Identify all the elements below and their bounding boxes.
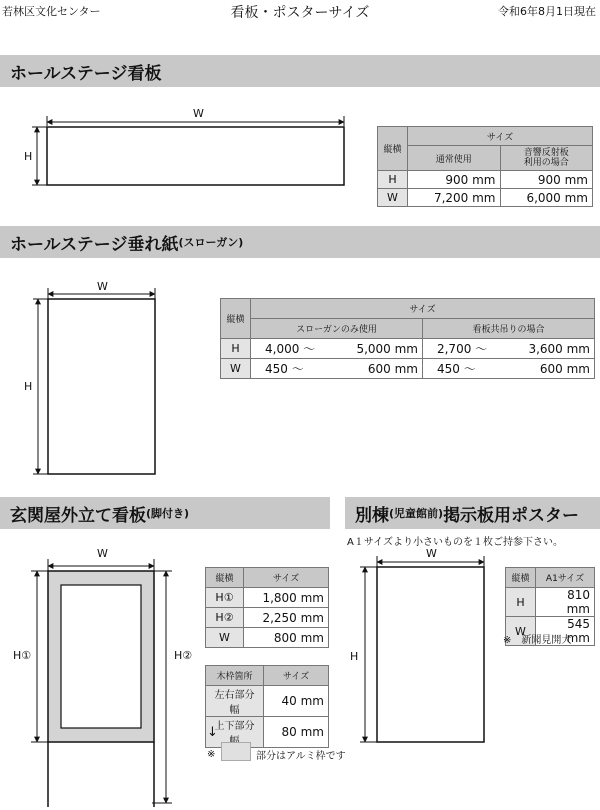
aluminum-note-text: 部分はアルミ枠です [256, 751, 346, 762]
row-key: 上下部分 [206, 717, 264, 748]
hanging-width-label: W [97, 280, 108, 293]
table-row [206, 588, 329, 608]
section-title: ホールステージ看板 [10, 63, 162, 84]
row-key: H② [206, 608, 244, 628]
cell-value: 80 mm [264, 717, 329, 748]
cell-value: 450 ～ [251, 359, 336, 379]
hanging-height-label: H [24, 380, 33, 393]
table-row [506, 588, 595, 617]
cell-value: 450 ～ [422, 359, 507, 379]
col-header-key: 縦横 [506, 568, 536, 588]
note-mark: ※ [207, 749, 216, 760]
row-key: W [506, 617, 536, 646]
hall-sign-board [47, 127, 344, 185]
entrance-size-table [205, 567, 329, 648]
col-header-part: 木枠箇所 [206, 666, 264, 686]
row-key: H [221, 339, 251, 359]
cell-value: 900 mm [408, 171, 501, 189]
col-header-size: サイズ [408, 127, 593, 146]
sign-board-panel [61, 585, 141, 728]
hanging-paper-sheet [48, 299, 155, 474]
table-row [206, 686, 329, 717]
row-key: H① [206, 588, 244, 608]
organization-name: 若林区文化センター [2, 5, 101, 18]
poster-sheet [377, 567, 484, 742]
col-header-shared: 看板共吊りの場合 [422, 319, 594, 339]
table-row [378, 189, 593, 207]
row-key: 左右部分幅 [206, 686, 264, 717]
section-title-note: (スローガン) [178, 236, 244, 249]
col-header-slogan: スローガンのみ使用 [251, 319, 423, 339]
cell-value: 3,600 mm [508, 339, 595, 359]
section-header-poster [345, 497, 600, 529]
table-row [221, 339, 595, 359]
section-title-rest: 掲示板用ポスター [443, 505, 580, 526]
table-row [378, 171, 593, 189]
col-header-size: サイズ [264, 666, 329, 686]
cell-value: 800 mm [244, 628, 329, 648]
section-header-hall-sign [0, 55, 600, 87]
col-header-size: A1サイズ [536, 568, 595, 588]
col-header-size: サイズ [244, 568, 329, 588]
hall-sign-height-label: H [24, 150, 33, 163]
col-header-normal: 通常使用 [408, 146, 501, 171]
col-header-key: 縦横 [221, 299, 251, 339]
table-row [206, 628, 329, 648]
row-key: W [378, 189, 408, 207]
col-header-key: 縦横 [206, 568, 244, 588]
row-key: H [378, 171, 408, 189]
cell-value: 4,000 ～ [251, 339, 336, 359]
col-header-size: サイズ [251, 299, 595, 319]
cell-value: 600 mm [336, 359, 423, 379]
poster-width-label: W [426, 547, 437, 560]
poster-instructions: A１サイズより小さいものを１枚ご持参下さい。 [347, 537, 564, 548]
section-title-note: (児童館前) [389, 507, 444, 520]
aluminum-legend-swatch [221, 742, 251, 761]
col-header-key: 縦横 [378, 127, 408, 171]
table-row [221, 359, 595, 379]
cell-value: 40 mm [264, 686, 329, 717]
cell-value: 545 mm [536, 617, 595, 646]
entrance-frame-table [205, 665, 329, 748]
poster-height-label: H [350, 650, 359, 663]
cell-value: 2,250 mm [244, 608, 329, 628]
row-key: H [506, 588, 536, 617]
poster-note: ※ 新聞見開大 [503, 635, 572, 646]
cell-value: 7,200 mm [408, 189, 501, 207]
cell-value: 2,700 ～ [422, 339, 507, 359]
section-title-note: (脚付き) [146, 507, 190, 520]
down-arrow-icon: ↓ [207, 725, 218, 740]
cell-value: 900 mm [500, 171, 593, 189]
section-header-entrance [0, 497, 330, 529]
entrance-width-label: W [97, 547, 108, 560]
cell-value: 1,800 mm [244, 588, 329, 608]
entrance-h1-label: H① [13, 649, 32, 662]
cell-value: 810 mm [536, 588, 595, 617]
hanging-size-table [220, 298, 595, 379]
table-row [206, 608, 329, 628]
entrance-sign-diagram [0, 545, 200, 807]
hall-sign-diagram [0, 100, 360, 195]
section-header-hanging [0, 226, 600, 258]
cell-value: 5,000 mm [336, 339, 423, 359]
section-title: ホールステージ垂れ紙 [10, 234, 179, 255]
row-key: W [206, 628, 244, 648]
section-title: 玄関屋外立て看板 [10, 505, 146, 526]
cell-value: 6,000 mm [500, 189, 593, 207]
document-date: 令和6年8月1日現在 [498, 5, 596, 18]
col-header-reflector: 音響反射板 利用の場合 [500, 146, 593, 171]
document-title: 看板・ポスターサイズ [230, 5, 370, 21]
entrance-h2-label: H② [174, 649, 193, 662]
section-title: 別棟 [355, 505, 389, 526]
hall-sign-width-label: W [193, 107, 204, 120]
row-key: W [221, 359, 251, 379]
poster-diagram [340, 548, 490, 748]
cell-value: 600 mm [508, 359, 595, 379]
hall-sign-size-table [377, 126, 593, 207]
